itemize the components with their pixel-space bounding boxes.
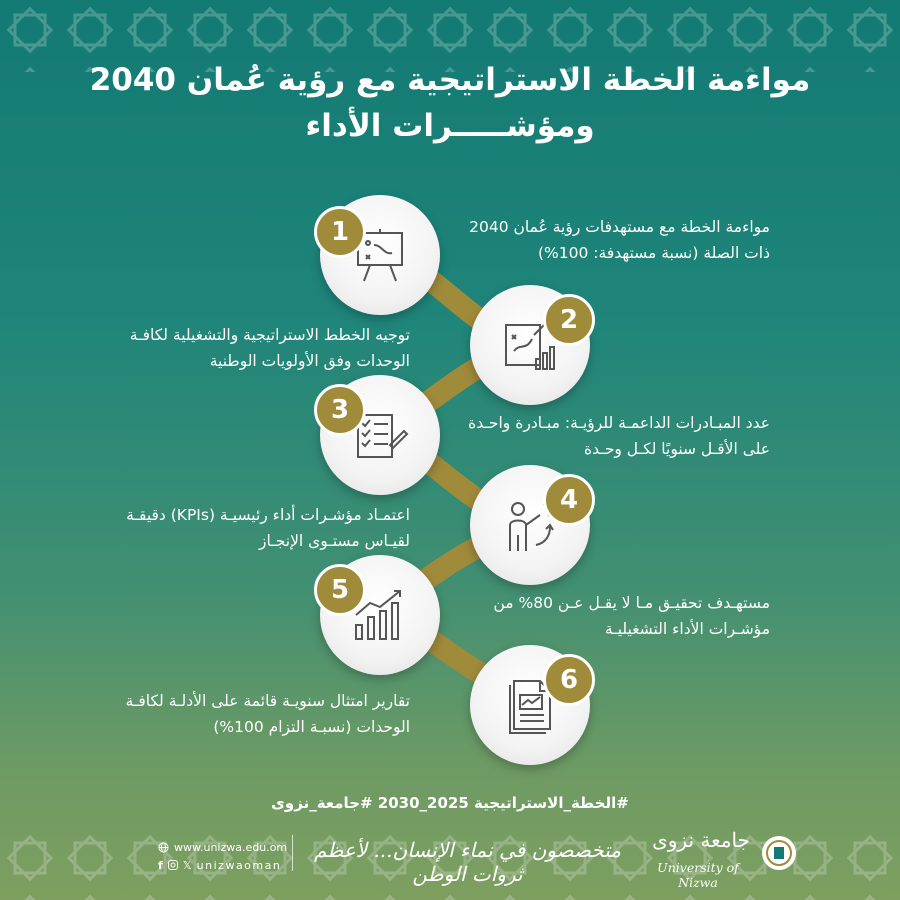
page-subtitle: ومؤشـــــرات الأداء — [305, 108, 595, 144]
step-1-text: مواءمة الخطة مع مستهدفات رؤية عُمان 2040 ذات الصلة (نسبة مستهدفة: 100%) — [469, 218, 770, 262]
step-3-number: 3 — [314, 384, 366, 436]
step-6-number: 6 — [543, 654, 595, 706]
step-5-number: 5 — [314, 564, 366, 616]
step-1-number: 1 — [314, 206, 366, 258]
step-6-text: تقارير امتثال سنويـة قائمة على الأدلـة لكافـة الوحدات (نسبـة التزام 100%) — [125, 692, 410, 736]
hashtag-line: #الخطة_الاستراتيجية 2025_2030 #جامعة_نزوى — [271, 794, 629, 812]
logo-arabic-text: جامعة نزوى — [652, 828, 750, 852]
footer-slogan: متخصصون في نماء الإنسان... لأعظم ثروات الوطن — [314, 838, 621, 886]
social-handle[interactable]: unizwaoman — [196, 858, 282, 872]
globe-icon — [158, 842, 169, 853]
step-5-text: مستهـدف تحقيـق مـا لا يقـل عـن 80% من مؤشـرات الأداء التشغيليـة — [493, 594, 770, 638]
logo-english-text: University of Nizwa — [657, 860, 739, 890]
step-4-text: اعتمـاد مؤشـرات أداء رئيسيـة (KPIs) دقيقـة لقيـاس مستـوى الإنجـاز — [126, 506, 410, 550]
page-title: مواءمة الخطة الاستراتيجية مع رؤية عُمان 2040 — [89, 62, 811, 98]
footer-contacts — [158, 838, 287, 874]
instagram-icon[interactable] — [168, 860, 178, 870]
university-seal-icon — [762, 836, 796, 870]
step-4-number: 4 — [543, 474, 595, 526]
facebook-icon[interactable]: f — [158, 858, 163, 872]
step-2-number: 2 — [543, 294, 595, 346]
step-2-text: توجيه الخطط الاستراتيجية والتشغيلية لكافـة الوحدات وفق الأولويات الوطنية — [129, 326, 410, 370]
step-3-text: عدد المبـادرات الداعمـة للرؤيـة: مبـادرة واحـدة على الأقـل سنويًا لكـل وحـدة — [468, 414, 770, 458]
x-twitter-icon[interactable]: 𝕏 — [182, 858, 192, 872]
footer-divider — [292, 835, 293, 871]
website-link[interactable]: www.unizwa.edu.om — [174, 840, 288, 854]
